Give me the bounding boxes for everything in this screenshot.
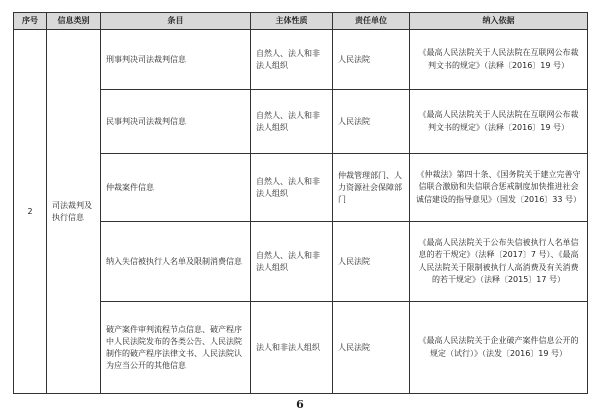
table-row xyxy=(14,90,588,154)
subject-cell: 自然人、法人和非法人组织 xyxy=(251,30,333,90)
header-unit: 责任单位 xyxy=(333,13,410,30)
credit-info-table xyxy=(13,12,588,394)
category-cell: 司法裁判及执行信息 xyxy=(47,30,101,394)
basis-cell: 《最高人民法院关于公布失信被执行人名单信息的若干规定》（法释〔2017〕7 号）、《最高人民法院关于限制被执行人高消费及有关消费的若干规定》（法释〔2015〕17 号） xyxy=(410,222,588,302)
item-cell: 民事判决司法裁判信息 xyxy=(101,90,251,154)
subject-cell: 自然人、法人和非法人组织 xyxy=(251,222,333,302)
header-category: 信息类别 xyxy=(47,13,101,30)
item-cell: 破产案件审判流程节点信息、破产程序中人民法院发布的各类公告、人民法院制作的破产程序法律文书、人民法院认为应当公开的其他信息 xyxy=(101,302,251,394)
page-number: 6 xyxy=(296,398,304,411)
item-cell: 纳入失信被执行人名单及限制消费信息 xyxy=(101,222,251,302)
subject-cell: 自然人、法人和非法人组织 xyxy=(251,154,333,222)
table-row xyxy=(14,30,588,90)
unit-cell: 人民法院 xyxy=(333,30,410,90)
table-header-row xyxy=(14,13,588,30)
header-subject: 主体性质 xyxy=(251,13,333,30)
subject-cell: 法人和非法人组织 xyxy=(251,302,333,394)
basis-cell: 《最高人民法院关于人民法院在互联网公布裁判文书的规定》（法释〔2016〕19 号） xyxy=(410,30,588,90)
basis-cell: 《最高人民法院关于人民法院在互联网公布裁判文书的规定》（法释〔2016〕19 号） xyxy=(410,90,588,154)
table-row xyxy=(14,302,588,394)
serial-cell: 2 xyxy=(14,30,47,394)
unit-cell: 仲裁管理部门、人力资源社会保障部门 xyxy=(333,154,410,222)
table-row xyxy=(14,154,588,222)
header-basis: 纳入依据 xyxy=(410,13,588,30)
basis-cell: 《最高人民法院关于企业破产案件信息公开的规定（试行）》（法发〔2016〕19 号） xyxy=(410,302,588,394)
subject-cell: 自然人、法人和非法人组织 xyxy=(251,90,333,154)
header-serial: 序号 xyxy=(14,13,47,30)
unit-cell: 人民法院 xyxy=(333,90,410,154)
table-row xyxy=(14,222,588,302)
header-item: 条目 xyxy=(101,13,251,30)
unit-cell: 人民法院 xyxy=(333,302,410,394)
item-cell: 刑事判决司法裁判信息 xyxy=(101,30,251,90)
unit-cell: 人民法院 xyxy=(333,222,410,302)
item-cell: 仲裁案件信息 xyxy=(101,154,251,222)
basis-cell: 《仲裁法》第四十条、《国务院关于建立完善守信联合激励和失信联合惩戒制度加快推进社会诚信建设的指导意见》（国发〔2016〕33 号） xyxy=(410,154,588,222)
